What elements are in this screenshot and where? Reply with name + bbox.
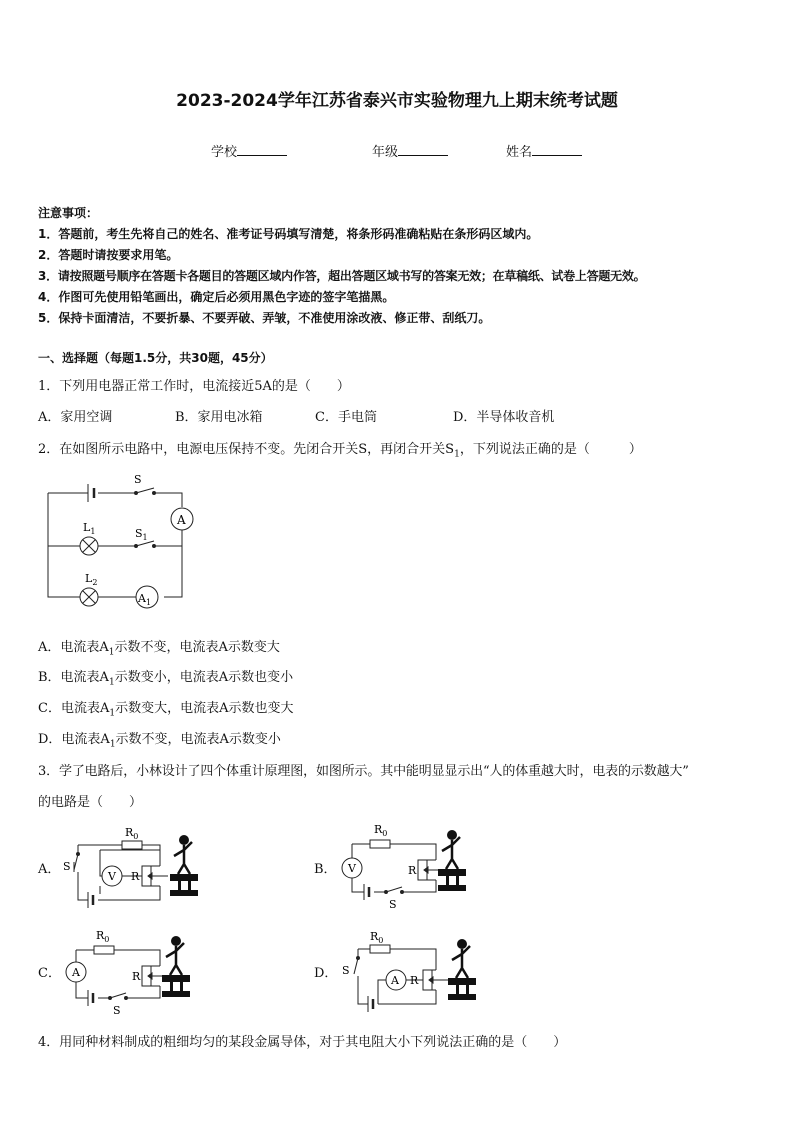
r-label: R [132,970,141,983]
q3-option-d[interactable]: D． [314,966,338,981]
voltmeter-label: V [348,862,356,875]
note-item: 3．请按照题号顺序在答题卡各题目的答题区域内作答，超出答题区域书写的答案无效；在草稿纸、试卷上答题无效。 [38,269,646,283]
q3-circuit-a [60,822,210,912]
r0-label: $R_0$ [125,826,139,841]
ammeter-label: A [72,966,80,979]
r0-label: $R_0$ [374,823,388,838]
grade-label: 年级 [372,145,399,160]
switch-s1-label: $S_1$ [135,527,148,542]
name-label: 姓名 [506,145,533,160]
q1-option-b[interactable]: B．家用电冰箱 [175,410,263,425]
q1-option-c[interactable]: C．手电筒 [315,410,377,425]
school-field[interactable] [211,141,287,160]
q3-stem-line1: 3．学了电路后，小林设计了四个体重计原理图，如图所示。其中能明显显示出“人的体重越大时，电表的示数越大” [38,764,689,779]
r-label: R [410,974,419,987]
q2-circuit-diagram [40,470,200,615]
r-label: R [131,870,140,883]
grade-field[interactable] [372,141,448,160]
q3-circuit-d [340,926,490,1016]
q3-circuit-b [336,818,486,914]
person-on-scale-icon [162,936,190,997]
section-heading: 一、选择题（每题1.5分，共30题，45分） [38,351,273,365]
q2-option-c[interactable]: C．电流表$A_1$示数变大，电流表A示数也变大 [38,701,294,719]
q3-stem-line2: 的电路是（ ） [38,795,143,810]
name-blank[interactable] [532,143,582,156]
person-on-scale-icon [170,835,198,896]
switch-s-label: S [63,860,71,873]
ammeter-a-label: A [177,513,186,527]
voltmeter-label: V [108,870,116,883]
school-blank[interactable] [237,143,287,156]
notes-heading: 注意事项： [38,206,99,220]
q1-option-a[interactable]: A．家用空调 [38,410,113,425]
name-field[interactable] [506,141,582,160]
note-item: 5．保持卡面清洁，不要折暴、不要弄破、弄皱，不准使用涂改液、修正带、刮纸刀。 [38,311,491,325]
switch-s-label: S [342,964,350,977]
note-item: 2．答题时请按要求用笔。 [38,248,179,262]
note-item: 4．作图可先使用铅笔画出，确定后必须用黑色字迹的签字笔描黑。 [38,290,395,304]
lamp-l1-label: $L_1$ [83,521,96,536]
q1-option-d[interactable]: D．半导体收音机 [453,410,555,425]
ammeter-a1-label: $A_1$ [138,592,152,607]
q2-option-d[interactable]: D．电流表$A_1$示数不变，电流表A示数变小 [38,732,281,750]
r0-label: $R_0$ [370,930,384,945]
q2-option-a[interactable]: A．电流表$A_1$示数不变，电流表A示数变大 [38,640,280,658]
q4-stem: 4．用同种材料制成的粗细均匀的某段金属导体，对于其电阻大小下列说法正确的是（ ） [38,1035,567,1050]
r-label: R [408,864,417,877]
switch-s-label: S [389,898,397,911]
switch-s-label: S [113,1004,121,1017]
q3-option-b[interactable]: B． [314,862,337,877]
q3-option-c[interactable]: C． [38,966,61,981]
lamp-l2-label: $L_2$ [85,572,98,587]
person-on-scale-icon [448,939,476,1000]
q2-stem: 2．在如图所示电路中，电源电压保持不变。先闭合开关S，再闭合开关$S_1$，下列说法正确的是（ ） [38,442,642,460]
q3-option-a[interactable]: A． [38,862,61,877]
school-label: 学校 [211,145,238,160]
r0-label: $R_0$ [96,929,110,944]
switch-s-label: S [134,473,142,486]
page-title: 2023-2024学年江苏省泰兴市实验物理九上期末统考试题 [176,91,618,111]
q1-stem: 1．下列用电器正常工作时，电流接近5A的是（ ） [38,379,350,394]
person-on-scale-icon [438,830,466,891]
grade-blank[interactable] [398,143,448,156]
q3-circuit-c [60,924,210,1020]
note-item: 1．答题前，考生先将自己的姓名、准考证号码填写清楚，将条形码准确粘贴在条形码区域内。 [38,227,539,241]
ammeter-label: A [391,974,399,987]
q2-option-b[interactable]: B．电流表$A_1$示数变小，电流表A示数也变小 [38,670,294,688]
